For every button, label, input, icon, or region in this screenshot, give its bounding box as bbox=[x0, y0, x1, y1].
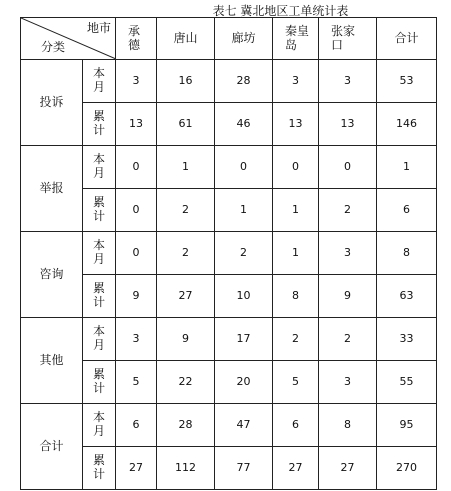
row-type-text: 累 bbox=[92, 109, 105, 124]
value-cell: 17 bbox=[215, 318, 273, 361]
value-cell: 3 bbox=[116, 318, 157, 361]
column-header-text: 张家 bbox=[331, 23, 356, 38]
table-row bbox=[21, 146, 437, 189]
value-cell: 3 bbox=[116, 60, 157, 103]
table-row bbox=[21, 275, 437, 318]
table-row bbox=[21, 318, 437, 361]
value-cell: 8 bbox=[273, 275, 319, 318]
category-cell: 合计 bbox=[21, 404, 83, 490]
diagonal-header-city: 地市 bbox=[86, 21, 111, 35]
row-type-text: 计 bbox=[92, 295, 105, 309]
row-type-text: 累 bbox=[92, 281, 105, 296]
row-type-cell bbox=[83, 447, 116, 490]
value-cell: 146 bbox=[377, 103, 437, 146]
header-row bbox=[21, 18, 437, 60]
row-type-text: 本 bbox=[92, 152, 105, 167]
column-header-text: 唐山 bbox=[173, 30, 198, 45]
column-header-text: 合计 bbox=[394, 30, 419, 45]
value-cell: 77 bbox=[215, 447, 273, 490]
value-cell: 6 bbox=[377, 189, 437, 232]
value-cell: 5 bbox=[273, 361, 319, 404]
value-cell: 53 bbox=[377, 60, 437, 103]
row-type-text: 计 bbox=[92, 209, 105, 223]
column-header bbox=[157, 18, 215, 60]
value-cell: 46 bbox=[215, 103, 273, 146]
table-row bbox=[21, 103, 437, 146]
value-cell: 1 bbox=[215, 189, 273, 232]
diagonal-header-cell bbox=[21, 18, 116, 60]
table-row bbox=[21, 447, 437, 490]
table-row bbox=[21, 361, 437, 404]
column-header bbox=[319, 18, 377, 60]
row-type-cell bbox=[83, 189, 116, 232]
value-cell: 13 bbox=[116, 103, 157, 146]
column-header-text: 廊坊 bbox=[231, 30, 256, 45]
value-cell: 13 bbox=[273, 103, 319, 146]
category-cell: 举报 bbox=[21, 146, 83, 232]
value-cell: 22 bbox=[157, 361, 215, 404]
value-cell: 8 bbox=[377, 232, 437, 275]
row-type-cell bbox=[83, 404, 116, 447]
column-header bbox=[116, 18, 157, 60]
value-cell: 13 bbox=[319, 103, 377, 146]
category-cell: 咨询 bbox=[21, 232, 83, 318]
row-type-text: 累 bbox=[92, 367, 105, 382]
column-header bbox=[215, 18, 273, 60]
row-type-text: 累 bbox=[92, 453, 105, 468]
value-cell: 28 bbox=[215, 60, 273, 103]
column-header-text: 岛 bbox=[285, 37, 298, 52]
value-cell: 3 bbox=[319, 60, 377, 103]
value-cell: 1 bbox=[273, 232, 319, 275]
value-cell: 47 bbox=[215, 404, 273, 447]
value-cell: 0 bbox=[215, 146, 273, 189]
value-cell: 61 bbox=[157, 103, 215, 146]
value-cell: 27 bbox=[319, 447, 377, 490]
column-header-text: 德 bbox=[128, 37, 141, 52]
table-row bbox=[21, 404, 437, 447]
row-type-cell bbox=[83, 275, 116, 318]
value-cell: 6 bbox=[116, 404, 157, 447]
column-header bbox=[377, 18, 437, 60]
value-cell: 0 bbox=[273, 146, 319, 189]
value-cell: 33 bbox=[377, 318, 437, 361]
value-cell: 2 bbox=[319, 318, 377, 361]
row-type-cell bbox=[83, 146, 116, 189]
row-type-cell bbox=[83, 318, 116, 361]
value-cell: 2 bbox=[215, 232, 273, 275]
value-cell: 3 bbox=[319, 232, 377, 275]
value-cell: 9 bbox=[319, 275, 377, 318]
value-cell: 5 bbox=[116, 361, 157, 404]
value-cell: 55 bbox=[377, 361, 437, 404]
value-cell: 270 bbox=[377, 447, 437, 490]
value-cell: 10 bbox=[215, 275, 273, 318]
value-cell: 3 bbox=[273, 60, 319, 103]
column-header-text: 口 bbox=[331, 37, 344, 52]
column-header bbox=[273, 18, 319, 60]
row-type-text: 本 bbox=[92, 410, 105, 425]
row-type-text: 月 bbox=[92, 166, 105, 180]
diagonal-header-category: 分类 bbox=[41, 40, 66, 55]
row-type-cell bbox=[83, 103, 116, 146]
value-cell: 63 bbox=[377, 275, 437, 318]
value-cell: 2 bbox=[319, 189, 377, 232]
row-type-text: 本 bbox=[92, 238, 105, 253]
row-type-text: 月 bbox=[92, 80, 105, 94]
category-cell: 投诉 bbox=[21, 60, 83, 146]
row-type-text: 月 bbox=[92, 424, 105, 438]
table-title: 表七 冀北地区工单统计表 bbox=[212, 4, 349, 18]
row-type-text: 计 bbox=[92, 381, 105, 395]
value-cell: 0 bbox=[116, 232, 157, 275]
value-cell: 0 bbox=[116, 189, 157, 232]
value-cell: 16 bbox=[157, 60, 215, 103]
value-cell: 8 bbox=[319, 404, 377, 447]
row-type-cell bbox=[83, 361, 116, 404]
row-type-text: 计 bbox=[92, 123, 105, 137]
value-cell: 3 bbox=[319, 361, 377, 404]
value-cell: 95 bbox=[377, 404, 437, 447]
value-cell: 27 bbox=[116, 447, 157, 490]
column-header-text: 秦皇 bbox=[285, 23, 310, 38]
value-cell: 9 bbox=[116, 275, 157, 318]
value-cell: 1 bbox=[273, 189, 319, 232]
table-row bbox=[21, 189, 437, 232]
value-cell: 27 bbox=[157, 275, 215, 318]
work-order-table bbox=[20, 17, 437, 490]
value-cell: 1 bbox=[377, 146, 437, 189]
category-cell: 其他 bbox=[21, 318, 83, 404]
value-cell: 28 bbox=[157, 404, 215, 447]
row-type-text: 本 bbox=[92, 66, 105, 81]
value-cell: 2 bbox=[157, 189, 215, 232]
row-type-text: 本 bbox=[92, 324, 105, 339]
row-type-cell bbox=[83, 232, 116, 275]
row-type-text: 月 bbox=[92, 252, 105, 266]
value-cell: 2 bbox=[157, 232, 215, 275]
value-cell: 6 bbox=[273, 404, 319, 447]
row-type-text: 月 bbox=[92, 338, 105, 352]
value-cell: 0 bbox=[319, 146, 377, 189]
value-cell: 0 bbox=[116, 146, 157, 189]
row-type-text: 计 bbox=[92, 467, 105, 481]
table-row bbox=[21, 60, 437, 103]
value-cell: 27 bbox=[273, 447, 319, 490]
value-cell: 1 bbox=[157, 146, 215, 189]
value-cell: 112 bbox=[157, 447, 215, 490]
column-header-text: 承 bbox=[128, 23, 141, 38]
value-cell: 9 bbox=[157, 318, 215, 361]
value-cell: 2 bbox=[273, 318, 319, 361]
row-type-cell bbox=[83, 60, 116, 103]
table-row bbox=[21, 232, 437, 275]
value-cell: 20 bbox=[215, 361, 273, 404]
row-type-text: 累 bbox=[92, 195, 105, 210]
